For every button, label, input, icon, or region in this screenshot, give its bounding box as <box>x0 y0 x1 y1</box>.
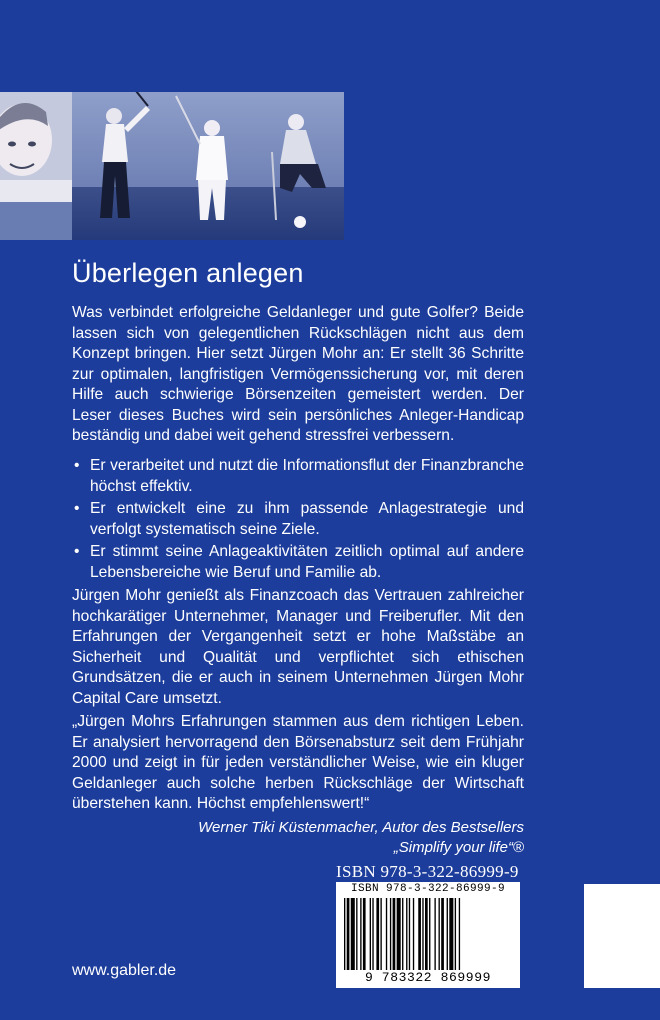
barcode-bar <box>356 898 357 972</box>
barcode-bar <box>439 898 440 972</box>
bullet-icon: • <box>74 543 80 560</box>
quote-attribution <box>104 818 524 858</box>
barcode-bar <box>397 898 401 972</box>
barcode-bar <box>429 898 430 972</box>
barcode-bar <box>380 898 381 972</box>
barcode-isbn-text: ISBN 978-3-322-86999-9 <box>350 883 506 895</box>
barcode-bar <box>441 898 444 972</box>
barcode-bar <box>422 898 423 972</box>
barcode-bar <box>447 898 448 972</box>
barcode-bar <box>347 898 350 972</box>
intro-paragraph: Was verbindet erfolgreiche Geldanleger und gute Golfer? Beide lassen sich von gelegentlichen Rückschlägen nicht aus dem Konzept bringen. Hier setzt Jürgen Mohr an: Er stellt 36 Schritte zur optimalen, langfristigen Vermögenssicherung vor, mit deren Hilfe auch schwierige Börsenzeiten gemeistert werden. Der Leser dieses Buches wird sein persönliches Anleger-Handicap beständig und dabei weit gehend stressfrei verbessern. <box>72 304 524 444</box>
barcode <box>336 882 520 988</box>
list-item: • Er verarbeitet und nutzt die Informationsflut der Finanzbranche höchst effektiv. <box>74 457 524 495</box>
review-quote: „Jürgen Mohrs Erfahrungen stammen aus dem richtigen Leben. Er analysiert hervorragend den Börsenabsturz seit dem Frühjahr 2000 und zeigt in für jeden verständlicher Weise, wie ein kluger Geldanleger auch solche herben Rückschläge der Wirtschaft überstehen kann. Höchst empfehlenswert!“ <box>72 713 524 812</box>
barcode-bar <box>372 898 373 972</box>
bullet-icon: • <box>74 457 80 474</box>
list-item: • Er stimmt seine Anlageaktivitäten zeitlich optimal auf andere Lebensbereiche wie Beruf und Familie ab. <box>74 543 524 581</box>
barcode-bar <box>390 898 391 972</box>
barcode-bar <box>402 898 403 972</box>
barcode-bar <box>351 898 355 972</box>
barcode-bar <box>376 898 379 972</box>
barcode-bar <box>386 898 387 972</box>
barcode-bar <box>344 898 345 972</box>
isbn-label: ISBN 978-3-322-86999-9 <box>336 862 519 881</box>
cover-photo-strip <box>0 92 344 240</box>
barcode-bar <box>393 898 396 972</box>
barcode-bar <box>418 898 421 972</box>
barcode-bar <box>413 898 414 972</box>
publisher-website-link[interactable]: www.gabler.de <box>72 962 177 979</box>
price-sticker-area <box>584 884 660 988</box>
barcode-bar <box>406 898 407 972</box>
benefit-list <box>72 456 524 585</box>
barcode-bar <box>434 898 435 972</box>
page-title: Überlegen anlegen <box>72 258 304 288</box>
attribution-book: „Simplify your life“® <box>393 839 524 856</box>
attribution-author: Werner Tiki Küstenmacher, Autor des Bestsellers <box>198 819 524 836</box>
barcode-bar <box>455 898 456 972</box>
golf-ball <box>294 216 306 228</box>
barcode-bar <box>459 898 460 972</box>
barcode-bar <box>409 898 410 972</box>
barcode-bar <box>370 898 371 972</box>
barcode-bars <box>342 898 514 972</box>
golfers-photo <box>0 92 344 240</box>
author-paragraph: Jürgen Mohr genießt als Finanzcoach das Vertrauen zahlreicher hochkarätiger Unternehmer, Manager und Freiberufler. Mit den Erfahrungen der Vergangenheit setzt er hohe Maßstäbe an Sicherheit und Qualität und verpflichtet sich ethischen Grundsätzen, die er auch in seinem Unternehmen Jürgen Mohr Capital Care umsetzt. <box>72 587 524 707</box>
barcode-bar <box>360 898 361 972</box>
barcode-digits: 9 783322 869999 <box>336 970 520 985</box>
list-item: • Er entwickelt eine zu ihm passende Anlagestrategie und verfolgt systematisch seine Ziele. <box>74 500 524 538</box>
bullet-icon: • <box>74 500 80 517</box>
barcode-bar <box>425 898 428 972</box>
barcode-bar <box>449 898 453 972</box>
barcode-bar <box>363 898 366 972</box>
